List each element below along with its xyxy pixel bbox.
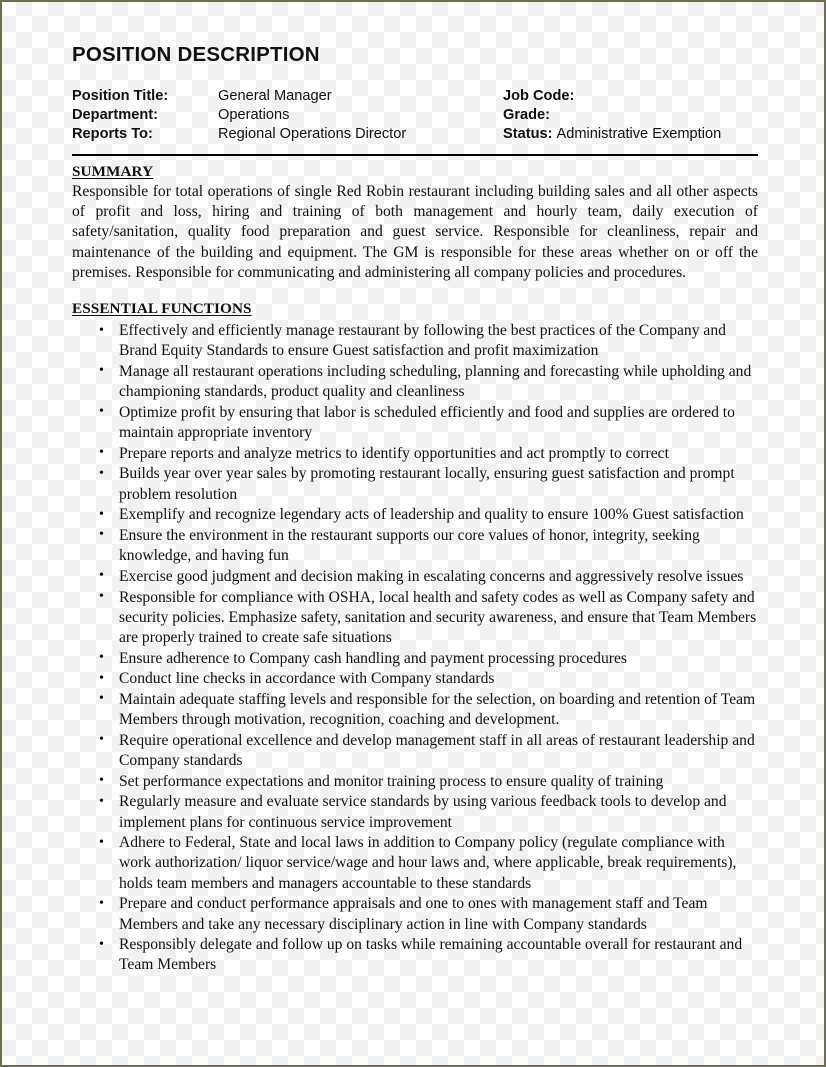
position-title-value: General Manager [218, 87, 332, 104]
table-row [72, 87, 758, 106]
job-code-row [503, 87, 758, 106]
position-title-label: Position Title: [72, 87, 169, 104]
list-item: • Exemplify and recognize legendary acts of leadership and quality to ensure 100% Guest satisfaction [72, 505, 758, 525]
essential-functions-list [72, 321, 758, 976]
summary-body: Responsible for total operations of single Red Robin restaurant including building sales and all other aspects of profit and loss, hiring and training of both management and hourly team, daily execution of safety/sanitation, quality food preparation and guest service. Responsible for cleanliness, repair and maintenance of the building and equipment. The GM is responsible for these areas whether on or off the premises. Responsible for communicating and administering all company policies and procedures. [72, 182, 758, 281]
grade-label: Grade: [503, 106, 551, 123]
list-item: • Optimize profit by ensuring that labor is scheduled efficiently and food and supplies are ordered to maintain appropriate inventory [72, 403, 758, 443]
list-item: • Prepare reports and analyze metrics to identify opportunities and act promptly to correct [72, 444, 758, 464]
status-row [503, 125, 758, 144]
list-item: • Ensure adherence to Company cash handling and payment processing procedures [72, 649, 758, 669]
position-meta-table [72, 87, 758, 145]
section-spacer [72, 283, 758, 300]
list-item: • Adhere to Federal, State and local laws in addition to Company policy (regulate compliance with work authorization/ liquor service/wage and hour laws and, where applicable, break requirements), holds team members and managers accountable to these standards [72, 833, 758, 894]
list-item: • Require operational excellence and develop management staff in all areas of restaurant leadership and Company standards [72, 731, 758, 771]
list-item: • Set performance expectations and monitor training process to ensure quality of training [72, 772, 758, 792]
list-item: • Conduct line checks in accordance with Company standards [72, 669, 758, 689]
list-item: • Builds year over year sales by promoting restaurant locally, ensuring guest satisfaction and prompt problem resolution [72, 464, 758, 504]
page-title: POSITION DESCRIPTION [72, 43, 320, 66]
job-code-label: Job Code: [503, 87, 575, 104]
department-value: Operations [218, 106, 290, 123]
list-item: • Regularly measure and evaluate service standards by using various feedback tools to develop and implement plans for continuous service improvement [72, 792, 758, 832]
table-row [72, 125, 758, 144]
essential-functions-heading: ESSENTIAL FUNCTIONS [72, 300, 252, 318]
reports-to-label: Reports To: [72, 126, 153, 143]
list-item: • Maintain adequate staffing levels and responsible for the selection, on boarding and retention of Team Members through motivation, recognition, coaching and development. [72, 690, 758, 730]
status-value: Administrative Exemption [556, 126, 722, 143]
header-divider [72, 154, 758, 156]
summary-heading: SUMMARY [72, 162, 154, 180]
list-item: • Effectively and efficiently manage restaurant by following the best practices of the Company and Brand Equity Standards to ensure Guest satisfaction and profit maximization [72, 321, 758, 361]
reports-to-value: Regional Operations Director [218, 126, 407, 143]
summary-section [72, 163, 758, 283]
list-item: • Ensure the environment in the restaurant supports our core values of honor, integrity, seeking knowledge, and having fun [72, 526, 758, 566]
department-label: Department: [72, 106, 158, 123]
essential-functions-section [72, 300, 758, 976]
list-item: • Manage all restaurant operations including scheduling, planning and forecasting while upholding and championing standards, product quality and cleanliness [72, 362, 758, 402]
list-item: • Responsible for compliance with OSHA, local health and safety codes as well as Company safety and security policies. Emphasize safety, sanitation and security awareness, and ensure that Team Members are properly trained to create safe situations [72, 588, 758, 649]
grade-row [503, 106, 758, 125]
table-row [72, 106, 758, 125]
status-label: Status: [503, 126, 553, 143]
list-item: • Exercise good judgment and decision making in escalating concerns and aggressively resolve issues [72, 567, 758, 587]
list-item: • Responsibly delegate and follow up on tasks while remaining accountable overall for restaurant and Team Members [72, 935, 758, 975]
list-item: • Prepare and conduct performance appraisals and one to ones with management staff and Team Members and take any necessary disciplinary action in line with Company standards [72, 894, 758, 934]
